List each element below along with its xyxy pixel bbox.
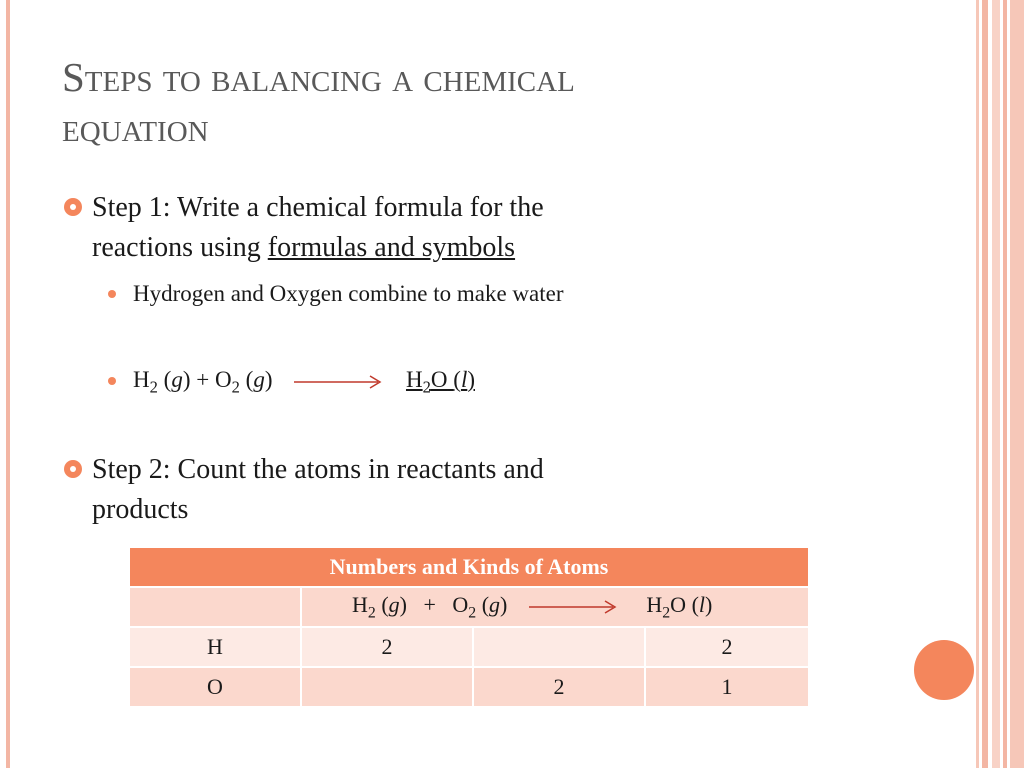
step1-text <box>92 188 544 268</box>
table-header: Numbers and Kinds of Atoms <box>129 547 809 587</box>
sub-item-hydrogen-oxygen: Hydrogen and Oxygen combine to make water <box>133 281 564 306</box>
decorative-circle <box>914 640 974 700</box>
table-equation-cell: $H_2$ (g) + $O_2$ (g) $H_2O$ (l) <box>301 587 809 627</box>
table-cell: O <box>129 667 301 707</box>
table-reaction-arrow-icon <box>527 597 623 617</box>
step2-text <box>92 450 544 530</box>
table-row <box>129 627 809 667</box>
step1-line-2-prefix: reactions using <box>92 232 268 263</box>
table-cell <box>473 627 645 667</box>
step2-line-1: Step 2: Count the atoms in reactants and <box>92 454 544 485</box>
step1-line-2 <box>92 228 544 268</box>
left-frame-line <box>6 0 10 768</box>
sub-bullet-icon <box>108 290 116 298</box>
table-cell <box>301 667 473 707</box>
step1-line-1: Step 1: Write a chemical formula for the <box>92 192 544 223</box>
title-line-2: equation <box>62 104 209 150</box>
table-cell: 2 <box>301 627 473 667</box>
step2-bullet-icon <box>64 460 82 478</box>
water-product: $H_2O$ (l) <box>405 367 475 397</box>
atoms-table <box>128 546 810 708</box>
table-cell: 1 <box>645 667 809 707</box>
table-cell <box>129 587 301 627</box>
table-equation-row <box>129 587 809 627</box>
slide-title <box>62 52 762 152</box>
sub-bullet-icon <box>108 377 116 385</box>
table-row <box>129 667 809 707</box>
step1-underlined-text: formulas and symbols <box>267 232 516 263</box>
table-header-row <box>129 547 809 587</box>
reaction-arrow-icon <box>292 372 388 392</box>
table-cell: 2 <box>473 667 645 707</box>
right-decorative-stripes <box>976 0 1024 768</box>
table-cell: 2 <box>645 627 809 667</box>
step2-line-2: products <box>92 494 189 525</box>
title-line-1: Steps to balancing a chemical <box>62 54 575 100</box>
table-cell: H <box>129 627 301 667</box>
step1-bullet-icon <box>64 198 82 216</box>
chemical-equation: $H_2$ $(g) + O_2$ (g) $H_2O$ (l) <box>133 367 475 397</box>
